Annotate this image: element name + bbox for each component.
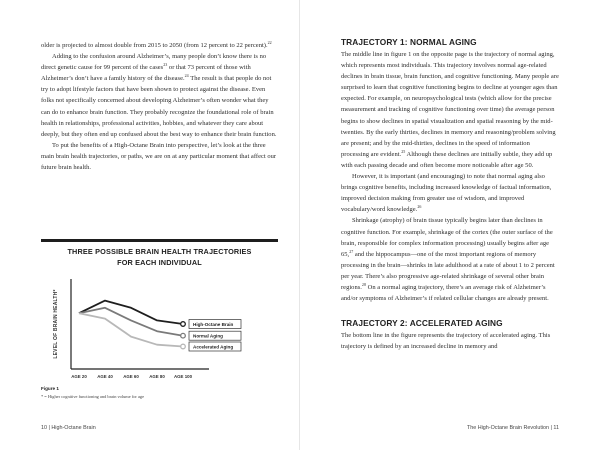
section-heading: TRAJECTORY 1: NORMAL AGING xyxy=(341,37,477,47)
paragraph: Shrinkage (atrophy) of brain tissue typically begins later than declines in cognitive function. For example, shrinkage of the cortex (the outer surface of the brain, responsible for complex information processing) usually begins after age 65,27 and the hippocampus—one of the most important regions of memory processing in the brain—shrinks in late adulthood at a rate of about 1 to 2 percent per year. There’s also progressive age-related shrinkage of several other brain regions.$^{28}$ On a normal aging trajectory, there’s an average risk of Alzheimer’s and/or symptoms of Alzheimer’s if related cellular changes are already present. xyxy=(341,217,555,303)
trajectory-chart xyxy=(41,239,278,386)
y-axis-label: LEVEL OF BRAIN HEALTH* xyxy=(53,289,59,359)
paragraph: The bottom line in the figure represents the trajectory of accelerated aging. This trajectory is defined by an increased decline in memory and xyxy=(341,332,551,351)
series-end-marker xyxy=(181,322,186,327)
paragraph: Adding to the confusion around Alzheimer’s, many people don’t know there is no direct genetic cause for 99 percent of the cases$^{23}$ or that 73 percent of those with Alzheimer’s don’t have a family history of the disease.$^{24}$ The result is that people do not try to adopt lifestyle factors that have been shown to protect against the disease. Even folks not specifically concerned about developing Alzheimer’s often wonder what they can do to enhance brain function. They probably recognize the foundational role of brain health in relationships, professional activities, hobbies, and whatever they care about deeply, but they often end up confused about the best way to enhance their brain function. xyxy=(41,53,277,138)
figure-title: THREE POSSIBLE BRAIN HEALTH TRAJECTORIES FOR EACH INDIVIDUAL xyxy=(67,247,252,267)
series-label: High-Octane Brain xyxy=(193,321,234,327)
right-page xyxy=(300,0,600,450)
paragraph: The middle line in figure 1 on the opposite page is the trajectory of normal aging, which represents most individuals. This trajectory involves normal age-related declines in brain tissue, brain function, and cognitive functioning. Many people are surprised to learn that cognitive functioning begins to decline at younger ages than expected. For example, on neuropsychological tests (which allow for the precise measurement and tracking of cognitive functioning over time) the average person begins to show declines in spatial visualization and spatial reasoning by the mid-twenties. By the early thirties, declines in memory and reasoning/problem solving are present; and by the mid-thirties, declines in the speed of information processing are evident.$^{25}$ Although these declines are initially subtle, they add up with each passing decade and often become more noticeable after age 50. xyxy=(341,51,559,169)
paragraph: To put the benefits of a High-Octane Brain into perspective, let’s look at the three main brain health trajectories, or paths, we are on at any particular moment that affect our future brain health. xyxy=(41,141,277,172)
x-tick-label: AGE 20 xyxy=(71,374,87,379)
series-line xyxy=(79,313,183,346)
x-tick-label: AGE 80 xyxy=(149,374,165,379)
series-label: Accelerated Aging xyxy=(193,344,234,350)
figure-note: * = Higher cognitive functioning and brain volume for age xyxy=(41,394,145,399)
right-footer: The High-Octane Brain Revolution | 11 xyxy=(466,425,559,431)
series-label: Normal Aging xyxy=(193,333,223,339)
series-end-marker xyxy=(181,344,186,349)
left-footer: 10 | High-Octane Brain xyxy=(41,425,96,431)
paragraph: older is projected to almost double from 2015 to 2050 (from 12 percent to 22 percent).$^{22}$ xyxy=(41,39,272,49)
paragraph: However, it is important (and encouraging) to note that normal aging also brings cognitive benefits, including increased knowledge of factual information, improved decision making from greater use of wisdom, and improved vocabulary/word knowledge.$^{26}$ xyxy=(341,173,552,214)
figure-caption: Figure 1 xyxy=(41,386,59,391)
figure-1 xyxy=(41,239,278,402)
series-end-marker xyxy=(181,333,186,338)
x-tick-label: AGE 100 xyxy=(173,374,193,379)
x-tick-label: AGE 60 xyxy=(123,374,139,379)
section-heading: TRAJECTORY 2: ACCELERATED AGING xyxy=(341,318,503,329)
x-tick-label: AGE 40 xyxy=(97,374,113,379)
